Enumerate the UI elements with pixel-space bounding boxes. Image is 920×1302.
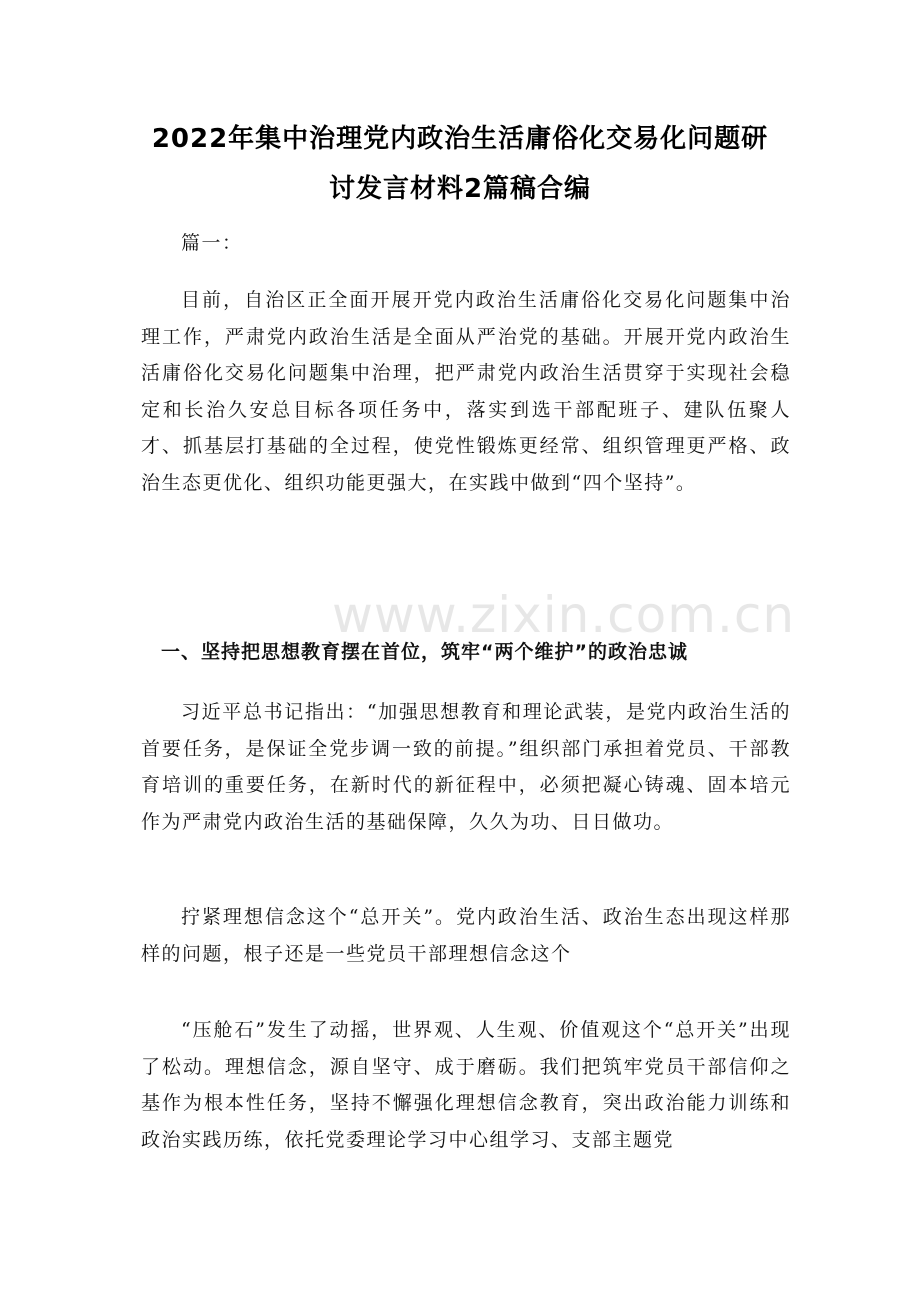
site-watermark: www.zixin.com.cn [332,586,796,644]
paragraph-quote: 习近平总书记指出：“加强思想教育和理论武装，是党内政治生活的首要任务，是保证全党步调一致的前提。”组织部门承担着党员、干部教育培训的重要任务，在新时代的新征程中，必须把凝心铸魂、固本培元作为严肃党内政治生活的基础保障，久久为功、日日做功。 [141,701,791,833]
paragraph-ideals: 拧紧理想信念这个“总开关”。党内政治生活、政治生态出现这样那样的问题，根子还是一些党员干部理想信念这个 [141,906,791,965]
paragraph-intro: 目前，自治区正全面开展开党内政治生活庸俗化交易化问题集中治理工作，严肃党内政治生活是全面从严治党的基础。开展开党内政治生活庸俗化交易化问题集中治理，把严肃党内政治生活贯穿于实现社会稳定和长治久安总目标各项任务中，落实到选干部配班子、建队伍聚人才、抓基层打基础的全过程，使党性锻炼更经常、组织管理更严格、政治生态更优化、组织功能更强大，在实践中做到“四个坚持”。 [141,289,791,494]
document-title-line-2: 讨发言材料2篇稿合编 [328,174,592,204]
part-label: 篇一： [181,232,243,254]
section-heading-1: 一、坚持把思想教育摆在首位，筑牢“两个维护”的政治忠诚 [161,641,688,663]
document-title-line-1: 2022年集中治理党内政治生活庸俗化交易化问题研 [151,124,769,154]
paragraph-ballast: “压舱石”发生了动摇，世界观、人生观、价值观这个“总开关”出现了松动。理想信念，源自坚守、成于磨砺。我们把筑牢党员干部信仰之基作为根本性任务，坚持不懈强化理想信念教育，突出政治能力训练和政治实践历练，依托党委理论学习中心组学习、支部主题党 [141,1019,791,1151]
